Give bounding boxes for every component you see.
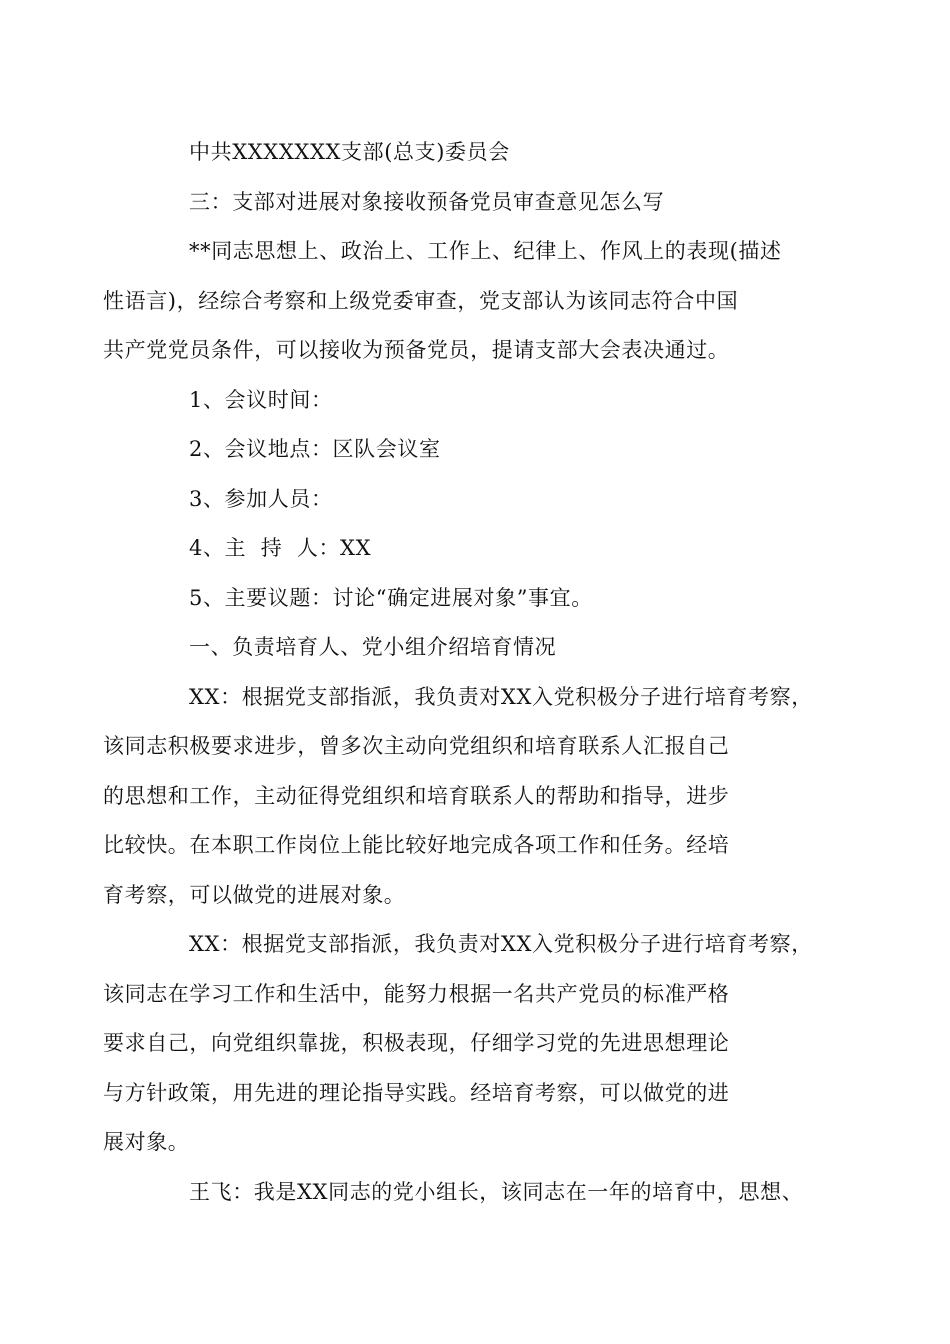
section-one-title-text: 一、负责培育人、党小组介绍培育情况 [189, 635, 557, 659]
paragraph-line: 展对象。 [103, 1130, 190, 1154]
paragraph-line: XX：根据党支部指派，我负责对XX入党积极分子进行培育考察， [189, 932, 813, 956]
paragraph-line: 的思想和工作，主动征得党组织和培育联系人的帮助和指导，进步 [103, 783, 730, 808]
meeting-item-text: 1、会议时间： [189, 387, 333, 412]
meeting-item-attendees [146, 475, 826, 525]
meeting-item-text: 3、参加人员： [189, 486, 333, 511]
heading-org [146, 128, 826, 178]
meeting-item-text: 2、会议地点：区队会议室 [189, 437, 441, 461]
section-three-title-text: 三：支部对进展对象接收预备党员审查意见怎么写 [189, 189, 665, 214]
section-one-title [146, 623, 826, 673]
paragraph-line: 育考察，可以做党的进展对象。 [103, 882, 406, 907]
speech-paragraph-3 [146, 1168, 826, 1218]
speech-paragraph-2 [103, 920, 826, 1168]
paragraph-line: 与方针政策，用先进的理论指导实践。经培育考察，可以做党的进 [103, 1080, 730, 1105]
paragraph-line: XX：根据党支部指派，我负责对XX入党积极分子进行培育考察， [189, 684, 813, 709]
section-three-title [146, 178, 826, 228]
heading-org-text: 中共XXXXXXX支部(总支)委员会 [189, 140, 510, 164]
paragraph-line: 性语言)，经综合考察和上级党委审查，党支部认为该同志符合中国 [103, 288, 739, 313]
meeting-item-text: 4、主 持 人：XX [189, 536, 372, 560]
meeting-item-topic [146, 574, 826, 624]
review-opinion-paragraph [103, 227, 826, 376]
paragraph-line: 该同志积极要求进步，曾多次主动向党组织和培育联系人汇报自己 [103, 734, 730, 758]
paragraph-line: 该同志在学习工作和生活中，能努力根据一名共产党员的标准严格 [103, 981, 730, 1006]
speech-paragraph-1 [103, 673, 826, 921]
meeting-item-text: 5、主要议题：讨论“确定进展对象”事宜。 [189, 585, 593, 610]
paragraph-line: 王飞：我是XX同志的党小组长，该同志在一年的培育中，思想、 [189, 1179, 804, 1204]
paragraph-line: 共产党党员条件，可以接收为预备党员，提请支部大会表决通过。 [103, 338, 730, 362]
meeting-item-host [146, 524, 826, 574]
paragraph-line: **同志思想上、政治上、工作上、纪律上、作风上的表现(描述 [189, 239, 782, 263]
document-body [103, 128, 826, 1217]
paragraph-line: 要求自己，向党组织靠拢，积极表现，仔细学习党的先进思想理论 [103, 1031, 730, 1055]
meeting-item-time [146, 376, 826, 426]
paragraph-line: 比较快。在本职工作岗位上能比较好地完成各项工作和任务。经培 [103, 833, 730, 857]
meeting-item-location [146, 425, 826, 475]
